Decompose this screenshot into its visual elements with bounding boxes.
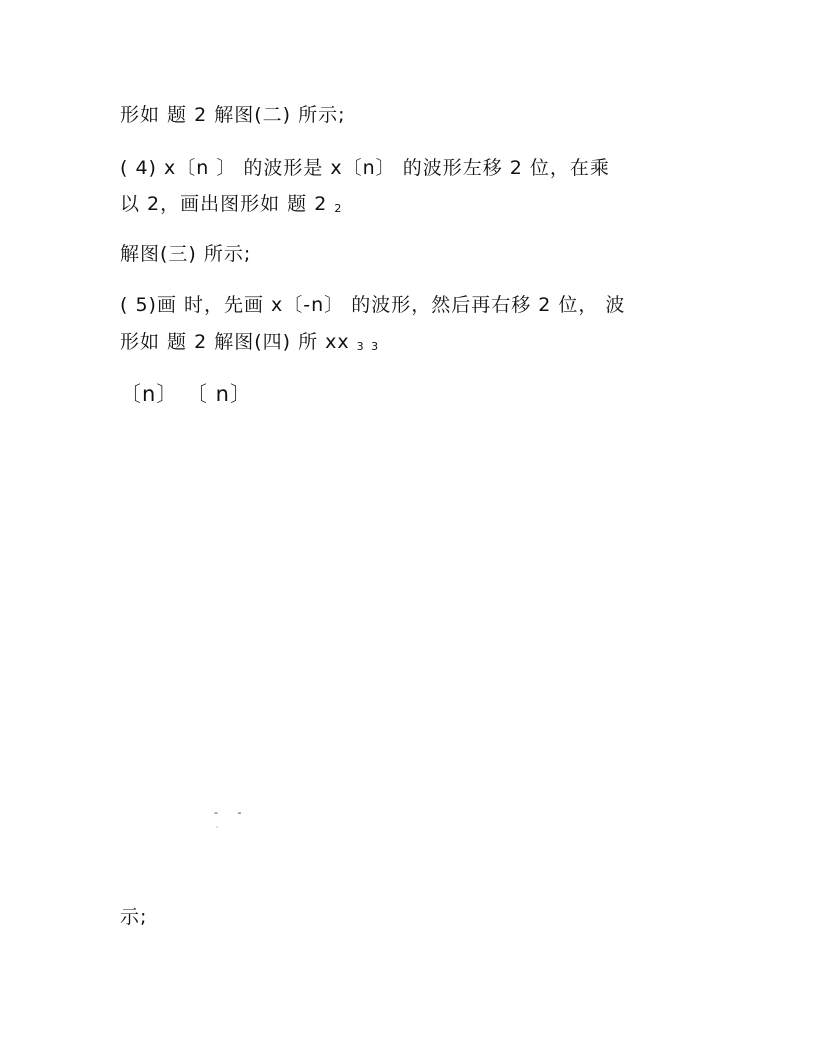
text-line-2 [120,156,610,180]
text-line-7-content: 〔n〕 〔 n〕 [120,382,252,406]
text-line-7 [120,382,252,406]
footer-line [120,905,147,929]
text-line-3 [120,192,343,221]
text-line-5 [120,293,625,317]
text-line-1-content: 形如 题 2 解图(二) 所示; [120,104,346,126]
text-line-6-content: 形如 题 2 解图(四) 所 xx [120,331,350,353]
footer-line-content: 示; [120,906,148,928]
text-line-6-subscript: 3 3 [356,340,381,353]
text-line-2-content: ( 4) x〔n 〕 的波形是 x〔n〕 的波形左移 2 位，在乘 [120,157,610,179]
text-line-5-content: ( 5)画 时，先画 x〔-n〕 的波形，然后再右移 2 位， 波 [120,294,626,316]
text-line-4-content: 解图(三) 所示; [120,243,252,265]
dash-marks: - - [214,806,250,819]
text-line-1 [120,103,345,127]
text-line-3-subscript: 2 [334,202,344,215]
text-line-4 [120,242,251,266]
text-line-6 [120,330,380,359]
speck-mark [216,826,218,828]
text-line-3-content: 以 2，画出图形如 题 2 [120,193,328,215]
